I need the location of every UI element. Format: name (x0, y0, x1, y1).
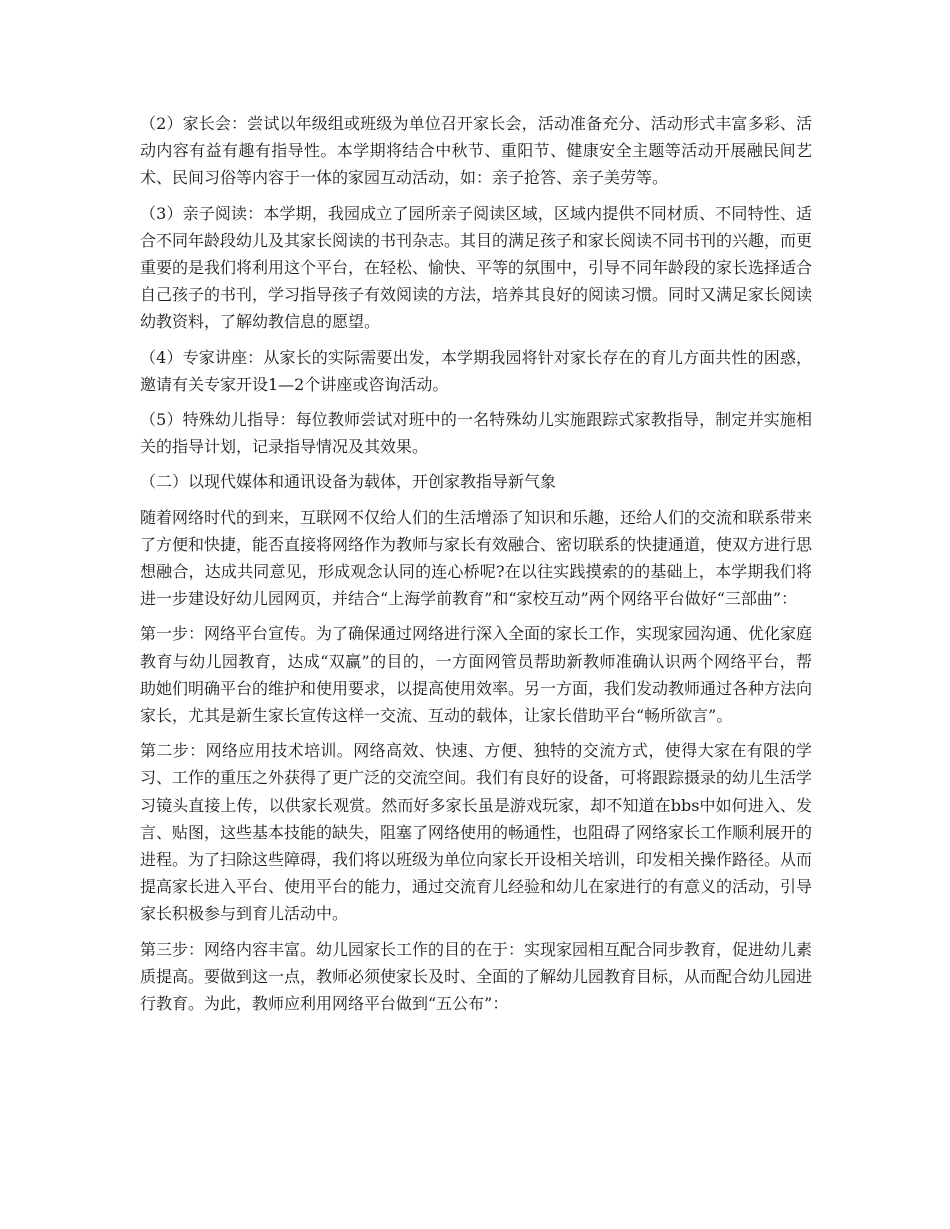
paragraph-step-two: 第二步：网络应用技术培训。网络高效、快速、方便、独特的交流方式，使得大家在有限的学习、工作的重压之外获得了更广泛的交流空间。我们有良好的设备，可将跟踪摄录的幼儿生活学习镜头直接上传，以供家长观赏。然而好多家长虽是游戏玩家，却不知道在bbs中如何进入、发言、贴图，这些基本技能的缺失，阻塞了网络使用的畅通性，也阻碍了网络家长工作顺利展开的进程。为了扫除这些障碍，我们将以班级为单位向家长开设相关培训，印发相关操作路径。从而提高家长进入平台、使用平台的能力，通过交流育儿经验和幼儿在家进行的有意义的活动，引导家长积极参与到育儿活动中。 (140, 741, 813, 924)
document-page (140, 110, 812, 1025)
paragraph-network-era: 随着网络时代的到来，互联网不仅给人们的生活增添了知识和乐趣，还给人们的交流和联系带来了方便和快捷，能否直接将网络作为教师与家长有效融合、密切联系的快捷通道，使双方进行思想融合，达成共同意见，形成观念认同的连心桥呢?在以往实践摸索的的基础上，本学期我们将进一步建设好幼儿园网页，并结合“上海学前教育”和“家校互动”两个网络平台做好“三部曲”： (140, 507, 813, 609)
paragraph-parent-child-reading: （3）亲子阅读：本学期，我园成立了园所亲子阅读区域，区域内提供不同材质、不同特性、适合不同年龄段幼儿及其家长阅读的书刊杂志。其目的满足孩子和家长阅读不同书刊的兴趣，而更重要的是我们将利用这个平台，在轻松、愉快、平等的氛围中，引导不同年龄段的家长选择适合自己孩子的书刊，学习指导孩子有效阅读的方法，培养其良好的阅读习惯。同时又满足家长阅读幼教资料，了解幼教信息的愿望。 (140, 203, 813, 332)
paragraph-step-one: 第一步：网络平台宣传。为了确保通过网络进行深入全面的家长工作，实现家园沟通、优化家庭教育与幼儿园教育，达成“双赢”的目的，一方面网管员帮助新教师准确认识两个网络平台，帮助她们明确平台的维护和使用要求，以提高使用效率。另一方面，我们发动教师通过各种方法向家长，尤其是新生家长宣传这样一交流、互动的载体，让家长借助平台“畅所欲言”。 (140, 624, 813, 726)
paragraph-parent-meeting: （2）家长会：尝试以年级组或班级为单位召开家长会，活动准备充分、活动形式丰富多彩、活动内容有益有趣有指导性。本学期将结合中秋节、重阳节、健康安全主题等活动开展融民间艺术、民间习俗等内容于一体的家园互动活动，如：亲子抢答、亲子美劳等。 (140, 114, 812, 188)
paragraph-special-child-guidance: （5）特殊幼儿指导：每位教师尝试对班中的一名特殊幼儿实施跟踪式家教指导，制定并实施相关的指导计划，记录指导情况及其效果。 (140, 410, 812, 457)
paragraph-expert-lecture: （4）专家讲座：从家长的实际需要出发，本学期我园将针对家长存在的育儿方面共性的困惑，邀请有关专家开设1—2个讲座或咨询活动。 (140, 347, 812, 394)
section-heading-modern-media: （二）以现代媒体和通讯设备为载体，开创家教指导新气象 (140, 472, 557, 492)
paragraph-step-three: 第三步：网络内容丰富。幼儿园家长工作的目的在于：实现家园相互配合同步教育，促进幼儿素质提高。要做到这一点，教师必须使家长及时、全面的了解幼儿园教育目标，从而配合幼儿园进行教育。为此，教师应利用网络平台做到“五公布”： (140, 939, 813, 1014)
